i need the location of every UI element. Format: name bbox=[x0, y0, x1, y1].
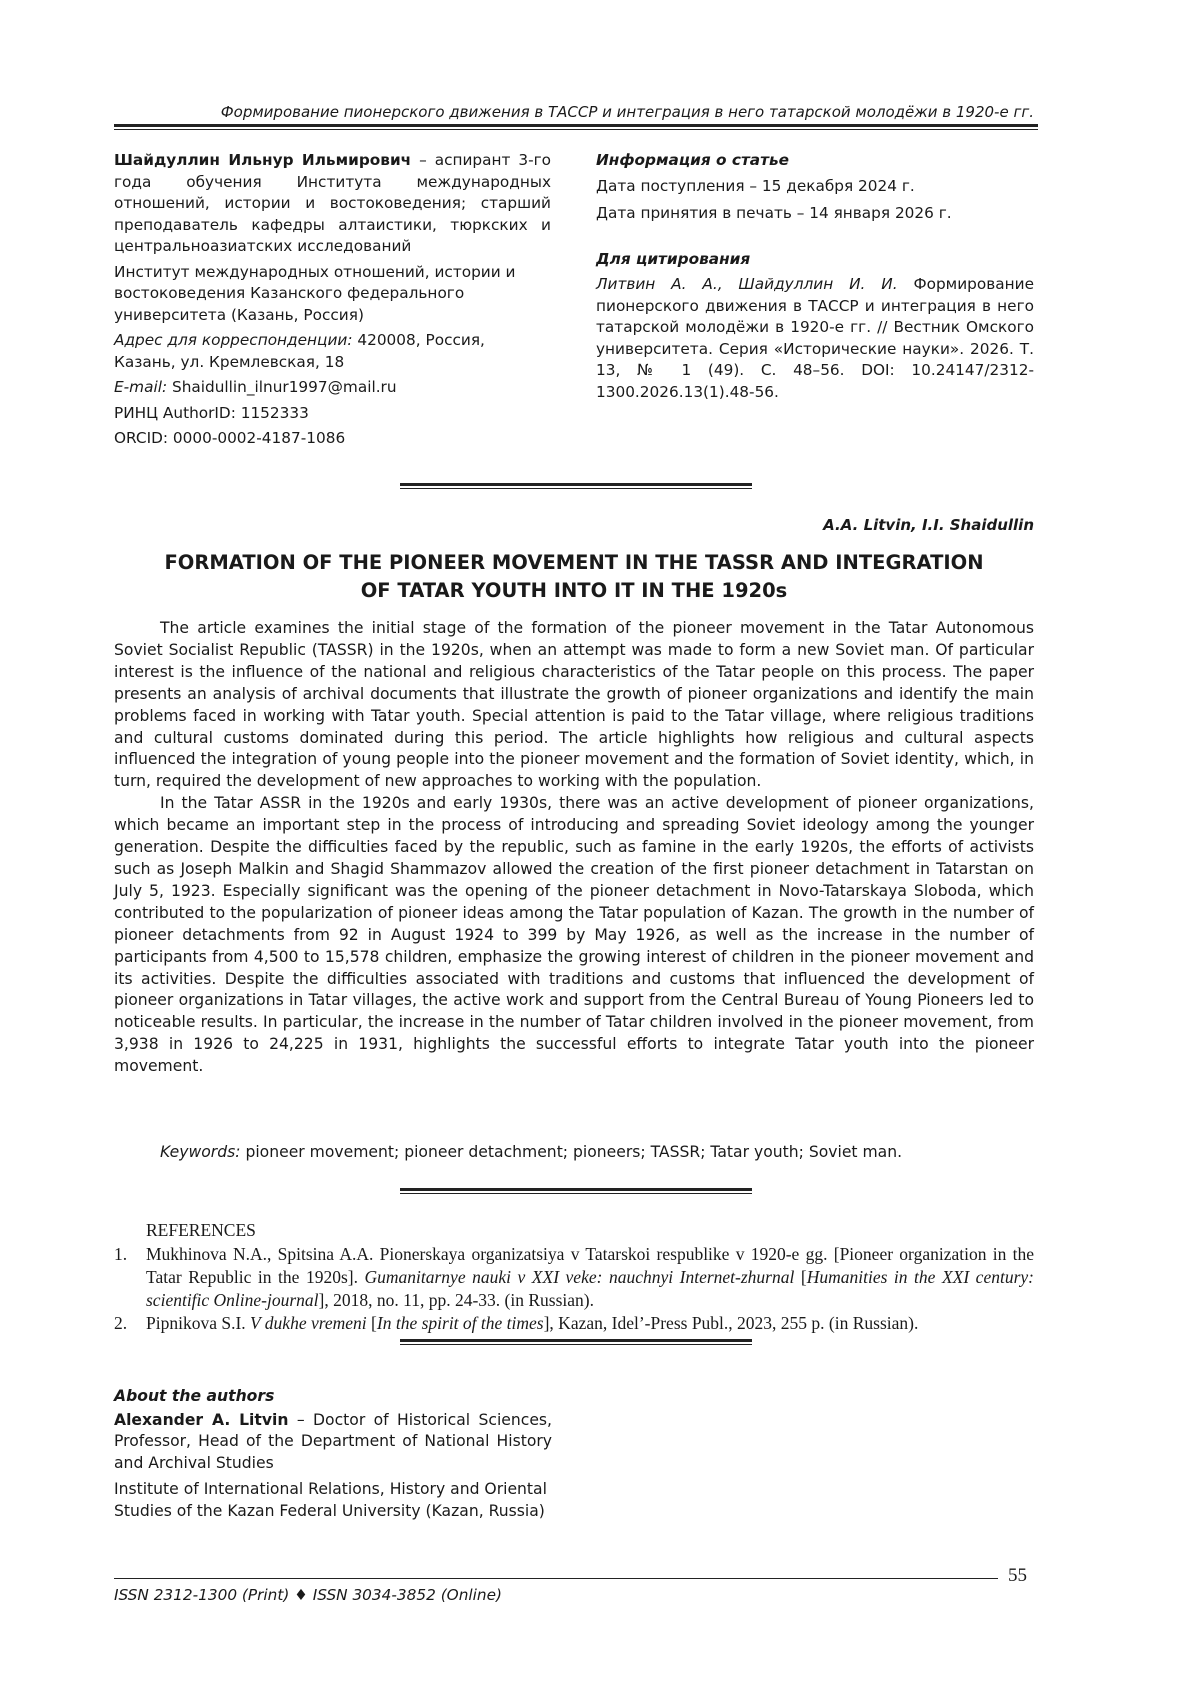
reference-item bbox=[114, 1243, 1034, 1312]
ref-part: ], Kazan, Idel’-Press Publ., 2023, 255 p. (in Russian). bbox=[543, 1313, 919, 1333]
about-author-description: – Doctor of Historical Sciences, Professor, Head of the Department of National History and Archival Studies bbox=[114, 1410, 553, 1472]
email-label: E-mail: bbox=[114, 378, 168, 396]
address-label: Адрес для корреспонденции: bbox=[114, 331, 353, 349]
author-address bbox=[114, 330, 551, 373]
footer-rule bbox=[114, 1578, 998, 1579]
about-author-bio bbox=[114, 1410, 552, 1475]
citation-heading: Для цитирования bbox=[596, 249, 751, 268]
citation-text bbox=[596, 274, 1034, 403]
author-bio bbox=[114, 150, 551, 258]
ref-journal: Gumanitarnye nauki v XXI veke: nauchnyi Internet-zhurnal bbox=[364, 1267, 795, 1287]
received-date: Дата поступления – 15 декабря 2024 г. bbox=[596, 176, 915, 195]
reference-item bbox=[114, 1312, 1034, 1335]
keywords bbox=[160, 1143, 1034, 1161]
author-institution: Институт международных отношений, истории и востоковедения Казанского федерального университета (Казань, Россия) bbox=[114, 262, 516, 324]
author-orcid: ORCID: 0000-0002-4187-1086 bbox=[114, 429, 346, 447]
ref-part: [ bbox=[366, 1313, 377, 1333]
article-info-heading: Информация о статье bbox=[596, 151, 790, 169]
reference-text bbox=[146, 1312, 1034, 1335]
reference-number: 2. bbox=[114, 1313, 128, 1333]
author-rinc: РИНЦ AuthorID: 1152333 bbox=[114, 403, 309, 422]
footer-issn: ISSN 2312-1300 (Print) ♦ ISSN 3034-3852 (Online) bbox=[114, 1586, 502, 1604]
about-author-institution: Institute of International Relations, History and Oriental Studies of the Kazan Federal University (Kazan, Russia) bbox=[114, 1480, 547, 1520]
citation-authors: Литвин А. А., Шайдуллин И. И. bbox=[596, 275, 898, 293]
references bbox=[114, 1219, 1034, 1335]
abstract-paragraph-1: The article examines the initial stage of the formation of the pioneer movement in the Tatar Autonomous Soviet Socialist Republic (TASSR) in the 1920s, when an attempt was made to form a new Soviet man. Of particular interest is the influence of the national and religious characteristics of the Tatar people on this process. The paper presents an analysis of archival documents that illustrate the growth of pioneer organizations and identify the main problems faced in working with Tatar youth. Special attention is paid to the Tatar village, where religious traditions and cultural customs dominated during this period. The article highlights how religious and cultural aspects influenced the integration of young people into the pioneer movement and the formation of Soviet identity, which, in turn, required the development of new approaches to working with the population. bbox=[114, 619, 1034, 791]
author-email bbox=[114, 377, 551, 399]
authors-en: A.A. Litvin, I.I. Shaidullin bbox=[823, 516, 1034, 534]
page-number: 55 bbox=[1008, 1565, 1027, 1586]
abstract bbox=[114, 618, 1034, 1078]
accepted-date: Дата принятия в печать – 14 января 2026 г. bbox=[596, 204, 952, 222]
about-author-name: Alexander A. Litvin bbox=[114, 1410, 289, 1429]
about-authors-heading: About the authors bbox=[114, 1387, 275, 1405]
keywords-label: Keywords: bbox=[160, 1143, 241, 1161]
author-name: Шайдуллин Ильнур Ильмирович bbox=[114, 151, 412, 169]
ref-part: Pipnikova S.I. bbox=[146, 1313, 251, 1333]
keywords-value: pioneer movement; pioneer detachment; pioneers; TASSR; Tatar youth; Soviet man. bbox=[240, 1143, 903, 1161]
reference-number: 1. bbox=[114, 1244, 128, 1264]
article-title-en bbox=[114, 549, 1034, 605]
ref-part: [ bbox=[794, 1267, 807, 1287]
ref-part: Mukhinova N.A., Spitsina A.A. Pionerskaya organizatsiya v Tatarskoi respublike v 1920-e gg. [Pioneer organization in the Tatar Republic in the 1920s]. bbox=[146, 1244, 1034, 1287]
ref-book-translation: In the spirit of the times bbox=[376, 1313, 544, 1333]
header-rule bbox=[114, 124, 1038, 127]
title-line-1: FORMATION OF THE PIONEER MOVEMENT IN THE TASSR AND INTEGRATION bbox=[164, 551, 984, 574]
ref-journal-translation: Humanities in the XXI century: scientific Online-journal bbox=[146, 1267, 1034, 1310]
ref-part: ], 2018, no. 11, pp. 24-33. (in Russian). bbox=[318, 1290, 594, 1310]
author-info-ru bbox=[114, 150, 551, 454]
section-separator-3 bbox=[400, 1339, 752, 1345]
section-separator-1 bbox=[400, 483, 752, 489]
article-info bbox=[596, 150, 1034, 407]
author-description: – аспирант 3-го года обучения Института международных отношений, истории и востоковедения; старший преподаватель кафедры алтаистики, тюркских и центральноазиатских исследований bbox=[114, 151, 551, 255]
title-line-2: OF TATAR YOUTH INTO IT IN THE 1920s bbox=[360, 579, 788, 602]
address-value: 420008, Россия, Казань, ул. Кремлевская, 18 bbox=[114, 331, 485, 371]
section-separator-2 bbox=[400, 1188, 752, 1194]
email-value[interactable]: Shaidullin_ilnur1997@mail.ru bbox=[167, 378, 397, 396]
abstract-paragraph-2: In the Tatar ASSR in the 1920s and early 1930s, there was an active development of pioneer organizations, which became an important step in the process of introducing and spreading Soviet ideology among the younger generation. Despite the difficulties faced by the republic, such as famine in the early 1920s, the efforts of activists such as Joseph Malkin and Shagid Shammazov allowed the creation of the first pioneer detachment in Tatarstan on July 5, 1923. Especially significant was the opening of the pioneer detachment in Novo-Tatarskaya Sloboda, which contributed to the popularization of pioneer ideas among the Tatar population of Kazan. The growth in the number of pioneer detachments from 92 in August 1924 to 399 by May 1926, as well as the increase in the number of participants from 4,500 to 15,578 children, emphasize the growing interest of children in the pioneer movement and its activities. Despite the difficulties associated with traditions and customs that influenced the development of pioneer organizations in Tatar villages, the active work and support from the Central Bureau of Young Pioneers led to noticeable results. In particular, the increase in the number of Tatar children involved in the pioneer movement, from 3,938 in 1926 to 24,225 in 1931, highlights the successful efforts to integrate Tatar youth into the pioneer movement. bbox=[114, 794, 1034, 1076]
ref-book-title: V dukhe vremeni bbox=[250, 1313, 367, 1333]
reference-text bbox=[146, 1243, 1034, 1312]
citation-body: Формирование пионерского движения в ТАССР и интеграция в него татарской молодёжи в 1920-е гг. // Вестник Омского университета. Серия «Исторические науки». 2026. Т. 13, № 1 (49). С. 48–56. DOI: 10.24147/2312-1300.2026.13(1).48-56. bbox=[596, 275, 1034, 401]
references-heading: REFERENCES bbox=[146, 1220, 256, 1240]
running-head: Формирование пионерского движения в ТАССР и интеграция в него татарской молодёжи в 1920-е гг. bbox=[220, 103, 1034, 121]
about-authors bbox=[114, 1386, 552, 1527]
header-rule-thin bbox=[114, 129, 1038, 130]
